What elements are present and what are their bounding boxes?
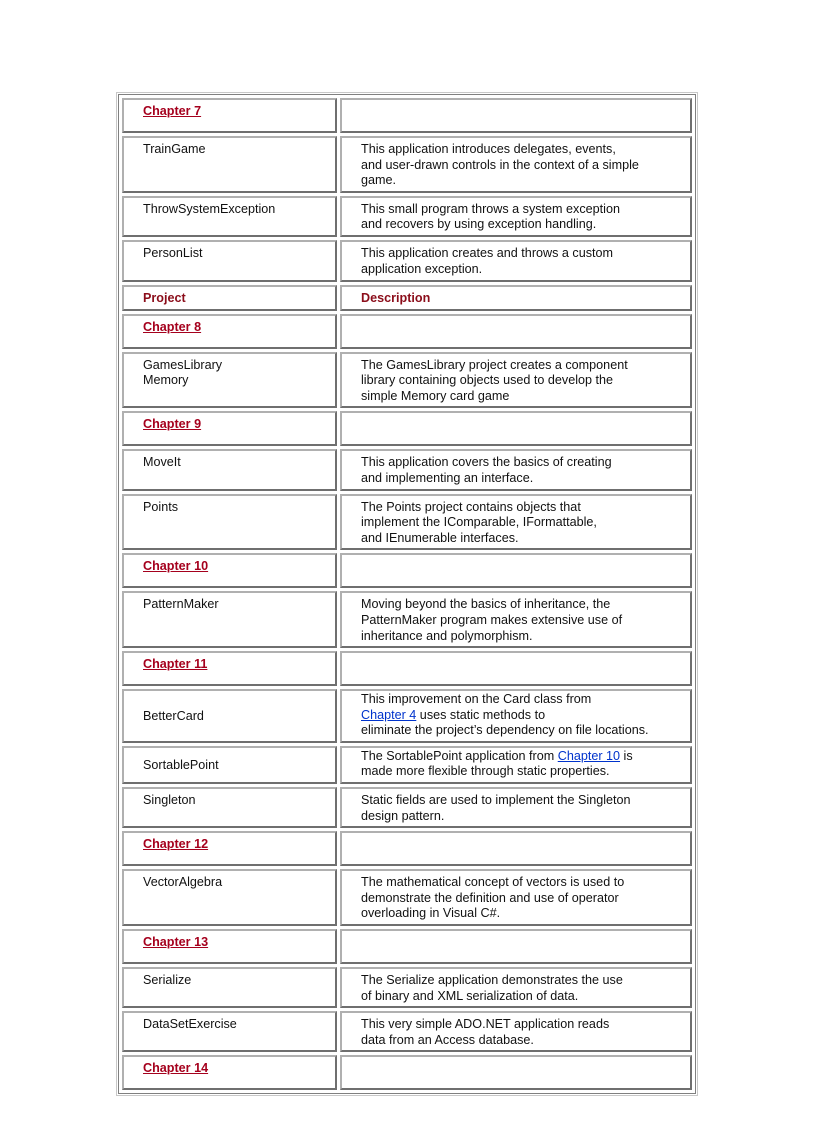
- description-fragment: uses static methods to: [416, 707, 546, 722]
- column-header-project: Project: [143, 290, 186, 305]
- description-line: library containing objects used to develop the: [361, 373, 614, 388]
- chapter-row: [122, 411, 692, 446]
- description-line: application exception.: [361, 261, 483, 276]
- description-fragment: The SortablePoint application from: [361, 748, 558, 763]
- description-line: [361, 708, 684, 724]
- description-cell: [340, 240, 692, 282]
- chapter-link[interactable]: Chapter 7: [143, 104, 202, 118]
- project-name: Memory: [143, 373, 189, 388]
- project-cell: [122, 787, 337, 828]
- table-row: [122, 967, 692, 1008]
- description-line: The mathematical concept of vectors is used to: [361, 875, 625, 890]
- chapter-link[interactable]: Chapter 9: [143, 417, 202, 432]
- project-name: PatternMaker: [143, 597, 219, 612]
- project-cell: [122, 967, 337, 1008]
- description-line: Static fields are used to implement the Singleton: [361, 793, 631, 808]
- chapter-link[interactable]: Chapter 13: [143, 935, 209, 950]
- project-name: ThrowSystemException: [143, 201, 276, 216]
- project-cell: [122, 240, 337, 282]
- project-name: MoveIt: [143, 455, 181, 470]
- project-cell: [122, 285, 337, 311]
- description-cell: [340, 314, 692, 349]
- description-cell: [340, 1011, 692, 1052]
- chapter-row: [122, 831, 692, 866]
- project-name: PersonList: [143, 245, 203, 260]
- chapter-row: [122, 651, 692, 686]
- table-row: [122, 240, 692, 282]
- project-name: DataSetExercise: [143, 1017, 237, 1032]
- description-line: [361, 749, 684, 765]
- chapter-link[interactable]: Chapter 12: [143, 837, 209, 852]
- column-header-description: Description: [361, 290, 431, 305]
- project-cell: [122, 449, 337, 490]
- description-cell: [340, 967, 692, 1008]
- project-cell: [122, 411, 337, 446]
- project-cell: [122, 831, 337, 866]
- description-cell: [340, 591, 692, 648]
- description-cell: [340, 929, 692, 964]
- project-cell: [122, 553, 337, 588]
- table-row: [122, 352, 692, 409]
- project-name: SortablePoint: [143, 758, 219, 773]
- description-line: PatternMaker program makes extensive use of: [361, 612, 623, 627]
- description-line: The Points project contains objects that: [361, 499, 581, 514]
- description-cell: [340, 136, 692, 193]
- description-cell: [340, 869, 692, 926]
- description-line: The GamesLibrary project creates a component: [361, 357, 628, 372]
- chapter-projects-table: [118, 94, 696, 1094]
- description-line: overloading in Visual C#.: [361, 906, 501, 921]
- project-cell: [122, 196, 337, 237]
- description-line: and recovers by using exception handling.: [361, 217, 597, 232]
- project-name: Singleton: [143, 793, 196, 808]
- description-cell: [340, 553, 692, 588]
- description-cell: [340, 352, 692, 409]
- chapter-row: [122, 1055, 692, 1090]
- description-cell: [340, 98, 692, 133]
- project-cell: [122, 314, 337, 349]
- chapter-link[interactable]: Chapter 10: [143, 559, 209, 574]
- description-cell: [340, 449, 692, 490]
- description-line: eliminate the project’s dependency on file locations.: [361, 723, 649, 738]
- table-row: [122, 136, 692, 193]
- description-line: made more flexible through static properties.: [361, 764, 610, 779]
- description-line: design pattern.: [361, 808, 445, 823]
- description-line: and implementing an interface.: [361, 470, 534, 485]
- description-line: and IEnumerable interfaces.: [361, 530, 519, 545]
- table-row: [122, 449, 692, 490]
- chapter-row: [122, 98, 692, 133]
- project-name: VectorAlgebra: [143, 875, 223, 890]
- chapter-link[interactable]: Chapter 11: [143, 657, 208, 672]
- table-row: [122, 196, 692, 237]
- description-line: This small program throws a system exception: [361, 201, 620, 216]
- description-cell: [340, 1055, 692, 1090]
- description-cell: [340, 411, 692, 446]
- chapter-link[interactable]: Chapter 8: [143, 319, 202, 334]
- description-line: This improvement on the Card class from: [361, 692, 592, 707]
- project-cell: [122, 1011, 337, 1052]
- description-line: simple Memory card game: [361, 388, 510, 403]
- chapter-cross-reference-link[interactable]: Chapter 4: [361, 707, 417, 722]
- description-line: demonstrate the definition and use of operator: [361, 890, 619, 905]
- chapter-row: [122, 314, 692, 349]
- description-line: data from an Access database.: [361, 1032, 534, 1047]
- table-row: [122, 869, 692, 926]
- table-row: [122, 591, 692, 648]
- project-name: TrainGame: [143, 142, 206, 156]
- project-cell: [122, 651, 337, 686]
- description-line: implement the IComparable, IFormattable,: [361, 515, 597, 530]
- description-cell: [340, 831, 692, 866]
- description-cell: [340, 746, 692, 784]
- table-row: [122, 689, 692, 743]
- project-name: Serialize: [143, 973, 192, 988]
- description-line: of binary and XML serialization of data.: [361, 988, 579, 1003]
- project-cell: [122, 98, 337, 133]
- description-cell: [340, 787, 692, 828]
- project-cell: [122, 352, 337, 409]
- project-cell: [122, 746, 337, 784]
- description-line: This application creates and throws a custom: [361, 245, 613, 260]
- project-name: Points: [143, 499, 179, 514]
- project-cell: [122, 929, 337, 964]
- description-cell: [340, 689, 692, 743]
- chapter-cross-reference-link[interactable]: Chapter 10: [557, 748, 621, 763]
- project-name: BetterCard: [143, 709, 204, 724]
- table-row: [122, 1011, 692, 1052]
- description-line: This application covers the basics of creating: [361, 455, 612, 470]
- project-cell: [122, 136, 337, 193]
- description-line: This application introduces delegates, events,: [361, 142, 616, 156]
- description-line: and user-drawn controls in the context of a simple: [361, 157, 639, 172]
- table-row: [122, 494, 692, 551]
- project-cell: [122, 494, 337, 551]
- description-cell: [340, 285, 692, 311]
- description-cell: [340, 196, 692, 237]
- description-line: This very simple ADO.NET application reads: [361, 1017, 610, 1032]
- chapter-link[interactable]: Chapter 14: [143, 1061, 209, 1076]
- description-fragment: is: [620, 748, 633, 763]
- description-line: game.: [361, 173, 397, 188]
- description-cell: [340, 494, 692, 551]
- project-cell: [122, 591, 337, 648]
- table-row: [122, 746, 692, 784]
- project-cell: [122, 869, 337, 926]
- project-cell: [122, 1055, 337, 1090]
- table-body: [122, 98, 692, 1090]
- chapter-row: [122, 553, 692, 588]
- chapter-row: [122, 929, 692, 964]
- description-line: inheritance and polymorphism.: [361, 628, 533, 643]
- description-line: The Serialize application demonstrates the use: [361, 973, 623, 988]
- description-cell: [340, 651, 692, 686]
- description-line: Moving beyond the basics of inheritance, the: [361, 597, 611, 612]
- project-cell: [122, 689, 337, 743]
- header-row: [122, 285, 692, 311]
- project-name: GamesLibrary: [143, 357, 223, 372]
- table-row: [122, 787, 692, 828]
